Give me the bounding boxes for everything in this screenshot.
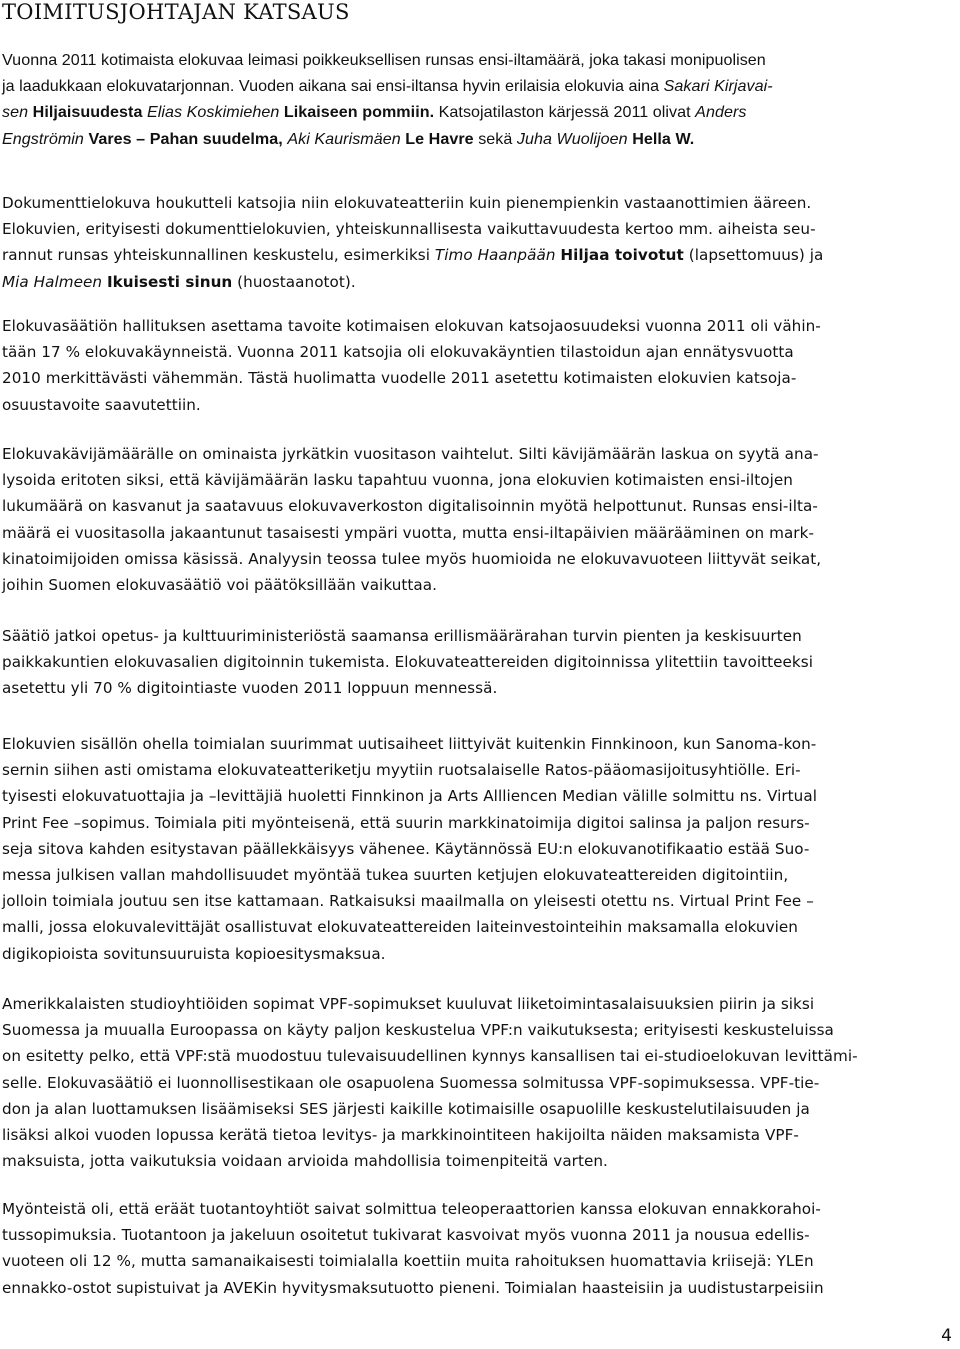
text-line xyxy=(2,1070,858,1096)
paragraph-5 xyxy=(2,623,813,702)
text-segment: sekä xyxy=(473,129,517,148)
text-line xyxy=(2,649,813,675)
bold-title-text: Hella W. xyxy=(632,129,695,148)
text-segment: paikkakuntien elokuvasalien digitoinnin tukemista. Elokuvateattereiden digitoinnissa ylitettiin tavoitteeksi xyxy=(2,653,813,672)
page-number: 4 xyxy=(941,1326,952,1346)
text-segment: selle. Elokuvasäätiö ei luonnollisestikaan ole osapuolena Suomessa solmitussa VPF-sopimuksessa. VPF-tie- xyxy=(2,1073,820,1092)
text-line xyxy=(2,888,817,914)
text-segment: malli, jossa elokuvalevittäjät osallistuvat elokuvateattereiden laiteinvestointeihin maksamalla elokuvien xyxy=(2,918,798,937)
italic-name-text: Timo Haanpään xyxy=(434,246,556,265)
paragraph-7 xyxy=(2,991,858,1174)
text-line xyxy=(2,731,817,757)
paragraph-1 xyxy=(2,47,773,152)
text-segment: Katsojatilaston kärjessä 2011 olivat xyxy=(434,103,696,122)
text-line xyxy=(2,914,817,940)
text-segment: digikopioista sovitunsuuruista kopioesitysmaksua. xyxy=(2,944,386,963)
italic-name-text: Engströmin xyxy=(2,129,84,148)
text-segment: lysoida eritoten siksi, että kävijämäärän lasku tapahtuu vuonna, jona elokuvien kotimaisten ensi-iltojen xyxy=(2,471,793,490)
italic-name-text: Sakari Kirjavai- xyxy=(663,77,773,96)
text-segment: on esitetty pelko, että VPF:stä muodostuu tulevaisuudellinen kynnys kansallisen tai ei-studioelokuvan levittämi- xyxy=(2,1047,858,1066)
bold-title-text: Le Havre xyxy=(405,129,474,148)
text-segment: kinatoimijoiden omissa käsissä. Analyysin teossa tulee myös huomioida ne elokuvavuoteen liittyvät seikat, xyxy=(2,549,822,568)
text-segment: Print Fee –sopimus. Toimiala piti myönteisenä, että suurin markkinatoimija digitoi salinsa ja paljon resurs- xyxy=(2,813,810,832)
text-segment: (lapsettomuus) ja xyxy=(683,246,824,265)
text-segment: rannut runsas yhteiskunnallinen keskustelu, esimerkiksi xyxy=(2,246,435,265)
text-line xyxy=(2,623,813,649)
text-line xyxy=(2,546,821,572)
text-segment: Elokuvakävijämäärälle on ominaista jyrkätkin vuositason vaihtelut. Silti kävijämäärän laskua on syytä ana- xyxy=(2,445,819,463)
italic-name-text: Elias Koskimiehen xyxy=(146,103,280,122)
text-line xyxy=(2,216,823,242)
text-line xyxy=(2,1196,824,1222)
text-segment: seja sitova kahden esitystavan päällekkäisyys vähenee. Käytännössä EU:n elokuvanotifikaatio estää Suo- xyxy=(2,839,810,858)
text-segment: tään 17 % elokuvakäynneistä. Vuonna 2011 katsojia oli elokuvakäyntien tilastoidun ajan ennätysvuotta xyxy=(2,343,794,362)
italic-name-text: Mia Halmeen xyxy=(2,272,103,291)
text-line xyxy=(2,392,821,418)
text-line xyxy=(2,810,817,836)
text-line xyxy=(2,862,817,888)
text-segment: jolloin toimiala joutuu sen itse kattamaan. Ratkaisuksi maailmalla on yleisesti otettu ns. Virtual Print Fee – xyxy=(2,892,814,911)
text-segment: (huostaanotot). xyxy=(232,272,356,291)
text-line xyxy=(2,1248,824,1274)
text-line xyxy=(2,1275,824,1301)
text-line xyxy=(2,1017,858,1043)
paragraph-2 xyxy=(2,190,823,295)
text-segment: joihin Suomen elokuvasäätiö voi päätöksillään vaikuttaa. xyxy=(2,576,437,595)
text-line xyxy=(2,47,773,73)
document-page xyxy=(2,0,938,1297)
text-line xyxy=(2,1043,858,1069)
text-segment: Suomessa ja muualla Euroopassa on käyty paljon keskustelua VPF:n vaikutuksesta; erityisesti keskusteluissa xyxy=(2,1021,834,1040)
text-line xyxy=(2,339,821,365)
text-line xyxy=(2,1222,824,1248)
bold-title-text: Ikuisesti sinun xyxy=(106,272,233,291)
text-line xyxy=(2,493,821,519)
text-segment: ennakko-ostot supistuivat ja AVEKin hyvitysmaksutuotto pieneni. Toimialan haasteisiin ja uudistustarpeisiin xyxy=(2,1278,824,1297)
bold-title-text: Hiljaisuudesta xyxy=(32,103,143,122)
text-segment: vuoteen oli 12 %, mutta samanaikaisesti toimialalla koettiin muita rahoituksen huomattavia kriisejä: YLEn xyxy=(2,1252,814,1271)
text-line xyxy=(2,269,823,295)
text-segment: osuustavoite saavutettiin. xyxy=(2,395,201,414)
text-segment: don ja alan luottamuksen lisäämiseksi SES järjesti kaikille kotimaisille osapuolille keskustelutilaisuuden ja xyxy=(2,1099,810,1118)
text-segment: Dokumenttielokuva houkutteli katsojia niin elokuvateatteriin kuin pienempienkin vastaanottimien ääreen. xyxy=(2,194,812,212)
text-line xyxy=(2,365,821,391)
page-heading: TOIMITUSJOHTAJAN KATSAUS xyxy=(2,0,350,24)
text-line xyxy=(2,1122,858,1148)
paragraph-4 xyxy=(2,441,821,598)
text-segment: tussopimuksia. Tuotantoon ja jakeluun osoitetut tukivarat kasvoivat myös vuonna 2011 ja nousua edellis- xyxy=(2,1226,810,1245)
text-segment: messa julkisen vallan mahdollisuudet myöntää tukea suurten ketjujen elokuvateattereiden digitointiin, xyxy=(2,866,789,885)
text-segment: 2010 merkittävästi vähemmän. Tästä huolimatta vuodelle 2011 asetettu kotimaisten elokuvien katsoja- xyxy=(2,369,797,388)
paragraph-8 xyxy=(2,1196,824,1301)
text-line xyxy=(2,1148,858,1174)
italic-name-text: Anders xyxy=(695,103,747,122)
text-segment: lisäksi alkoi vuoden lopussa kerätä tietoa levitys- ja markkinointiteen hakijoilta näiden maksamista VPF- xyxy=(2,1126,799,1145)
text-line xyxy=(2,313,821,339)
text-segment: Vuonna 2011 kotimaista elokuvaa leimasi poikkeuksellisen runsas ensi-iltamäärä, joka takasi monipuolisen xyxy=(2,51,766,69)
text-segment: asetettu yli 70 % digitointiaste vuoden 2011 loppuun mennessä. xyxy=(2,679,498,698)
text-segment: sernin siihen asti omistama elokuvateatteriketju myytiin ruotsalaiselle Ratos-pääomasijoitusyhtiölle. Eri- xyxy=(2,761,801,780)
text-line xyxy=(2,783,817,809)
text-segment: määrä ei vuositasolla jakaantunut tasaisesti ympäri vuotta, mutta ensi-iltapäivien määrääminen on mark- xyxy=(2,523,814,542)
paragraph-6 xyxy=(2,731,817,967)
text-line xyxy=(2,675,813,701)
text-segment: maksuista, jotta vaikutuksia voidaan arvioida mahdollisia toimenpiteitä varten. xyxy=(2,1152,608,1171)
text-segment: Myönteistä oli, että eräät tuotantoyhtiöt saivat solmittua teleoperaattorien kanssa elokuvan ennakkorahoi- xyxy=(2,1200,821,1218)
text-segment: Elokuvasäätiön hallituksen asettama tavoite kotimaisen elokuvan katsojaosuudeksi vuonna 2011 oli vähin- xyxy=(2,317,821,335)
text-segment: tyisesti elokuvatuottajia ja –levittäjiä huoletti Finnkinon ja Arts Allliencen Median välille solmittu ns. Virtual xyxy=(2,787,817,806)
text-line xyxy=(2,1096,858,1122)
italic-name-text: Juha Wuolijoen xyxy=(516,129,628,148)
text-line xyxy=(2,441,821,467)
text-line xyxy=(2,73,773,99)
text-segment: Amerikkalaisten studioyhtiöiden sopimat VPF-sopimukset kuuluvat liiketoimintasalaisuuksien piirin ja siksi xyxy=(2,995,815,1013)
text-line xyxy=(2,467,821,493)
text-line xyxy=(2,991,858,1017)
text-line xyxy=(2,572,821,598)
text-line xyxy=(2,126,773,152)
text-segment: Säätiö jatkoi opetus- ja kulttuuriministeriöstä saamansa erillismäärärahan turvin pienten ja keskisuurten xyxy=(2,627,802,645)
text-line xyxy=(2,190,823,216)
text-line xyxy=(2,836,817,862)
italic-name-text: sen xyxy=(2,103,29,122)
text-segment: lukumäärä on kasvanut ja saatavuus elokuvaverkoston digitalisoinnin myötä helpottunut. Runsas ensi-ilta- xyxy=(2,497,818,516)
text-line xyxy=(2,99,773,125)
text-segment: ja laadukkaan elokuvatarjonnan. Vuoden aikana sai ensi-iltansa hyvin erilaisia elokuvia aina xyxy=(2,77,664,96)
text-segment: Elokuvien, erityisesti dokumenttielokuvien, yhteiskunnallisesta vaikuttavuudesta kertoo mm. aiheista seu- xyxy=(2,220,816,239)
bold-title-text: Vares – Pahan suudelma, xyxy=(88,129,283,148)
text-segment: Elokuvien sisällön ohella toimialan suurimmat uutisaiheet liittyivät kuitenkin Finnkinoon, kun Sanoma-kon- xyxy=(2,735,817,753)
italic-name-text: Aki Kaurismäen xyxy=(287,129,401,148)
text-line xyxy=(2,520,821,546)
text-line xyxy=(2,941,817,967)
text-line xyxy=(2,757,817,783)
paragraph-3 xyxy=(2,313,821,418)
text-line xyxy=(2,242,823,268)
bold-title-text: Likaiseen pommiin. xyxy=(283,103,435,122)
bold-title-text: Hiljaa toivotut xyxy=(560,246,684,265)
